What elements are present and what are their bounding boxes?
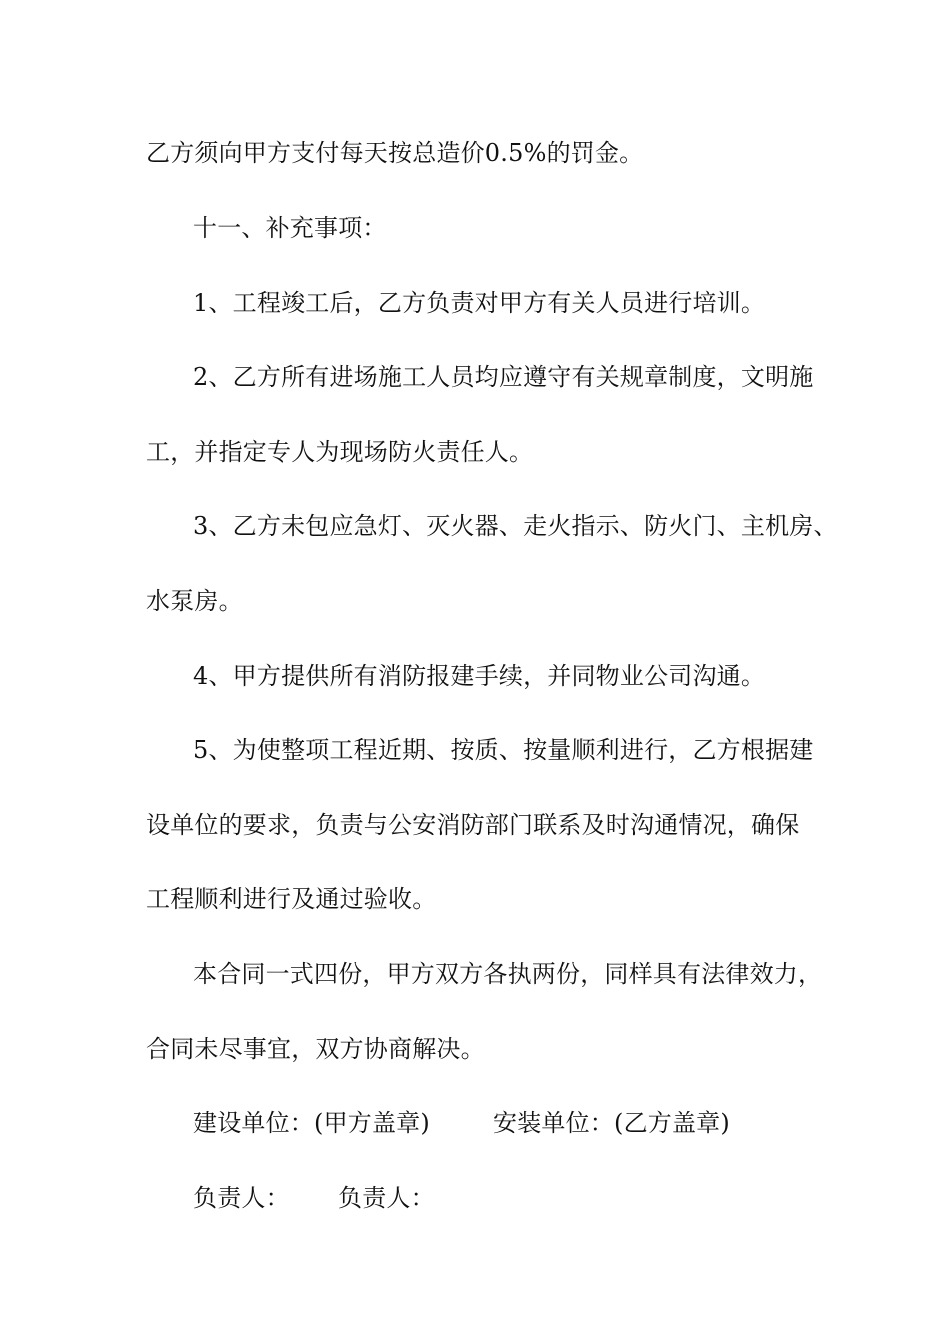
paragraph-line: 工，并指定专人为现场防火责任人。 — [146, 438, 534, 466]
paragraph-line: 4、甲方提供所有消防报建手续，并同物业公司沟通。 — [193, 662, 766, 690]
paragraph-line: 乙方须向甲方支付每天按总造价0.5%的罚金。 — [146, 139, 644, 167]
paragraph-line: 本合同一式四份，甲方双方各执两份，同样具有法律效力， — [193, 960, 823, 988]
signature-person-a: 负责人： — [193, 1184, 290, 1212]
paragraph-line: 设单位的要求，负责与公安消防部门联系及时沟通情况，确保 — [146, 811, 800, 839]
paragraph-line: 合同未尽事宜，双方协商解决。 — [146, 1035, 485, 1063]
signature-person-b: 负责人： — [338, 1184, 435, 1212]
signature-party-b: 安装单位：(乙方盖章) — [493, 1109, 730, 1137]
paragraph-line: 1、工程竣工后，乙方负责对甲方有关人员进行培训。 — [193, 289, 766, 317]
paragraph-line: 2、乙方所有进场施工人员均应遵守有关规章制度，文明施 — [193, 363, 814, 391]
section-heading: 十一、补充事项： — [193, 214, 387, 242]
signature-party-a: 建设单位：(甲方盖章) — [193, 1109, 430, 1137]
paragraph-line: 3、乙方未包应急灯、灭火器、走火指示、防火门、主机房、 — [193, 512, 838, 540]
paragraph-line: 工程顺利进行及通过验收。 — [146, 885, 437, 913]
paragraph-line: 5、为使整项工程近期、按质、按量顺利进行，乙方根据建 — [193, 736, 814, 764]
paragraph-line: 水泵房。 — [146, 587, 243, 615]
